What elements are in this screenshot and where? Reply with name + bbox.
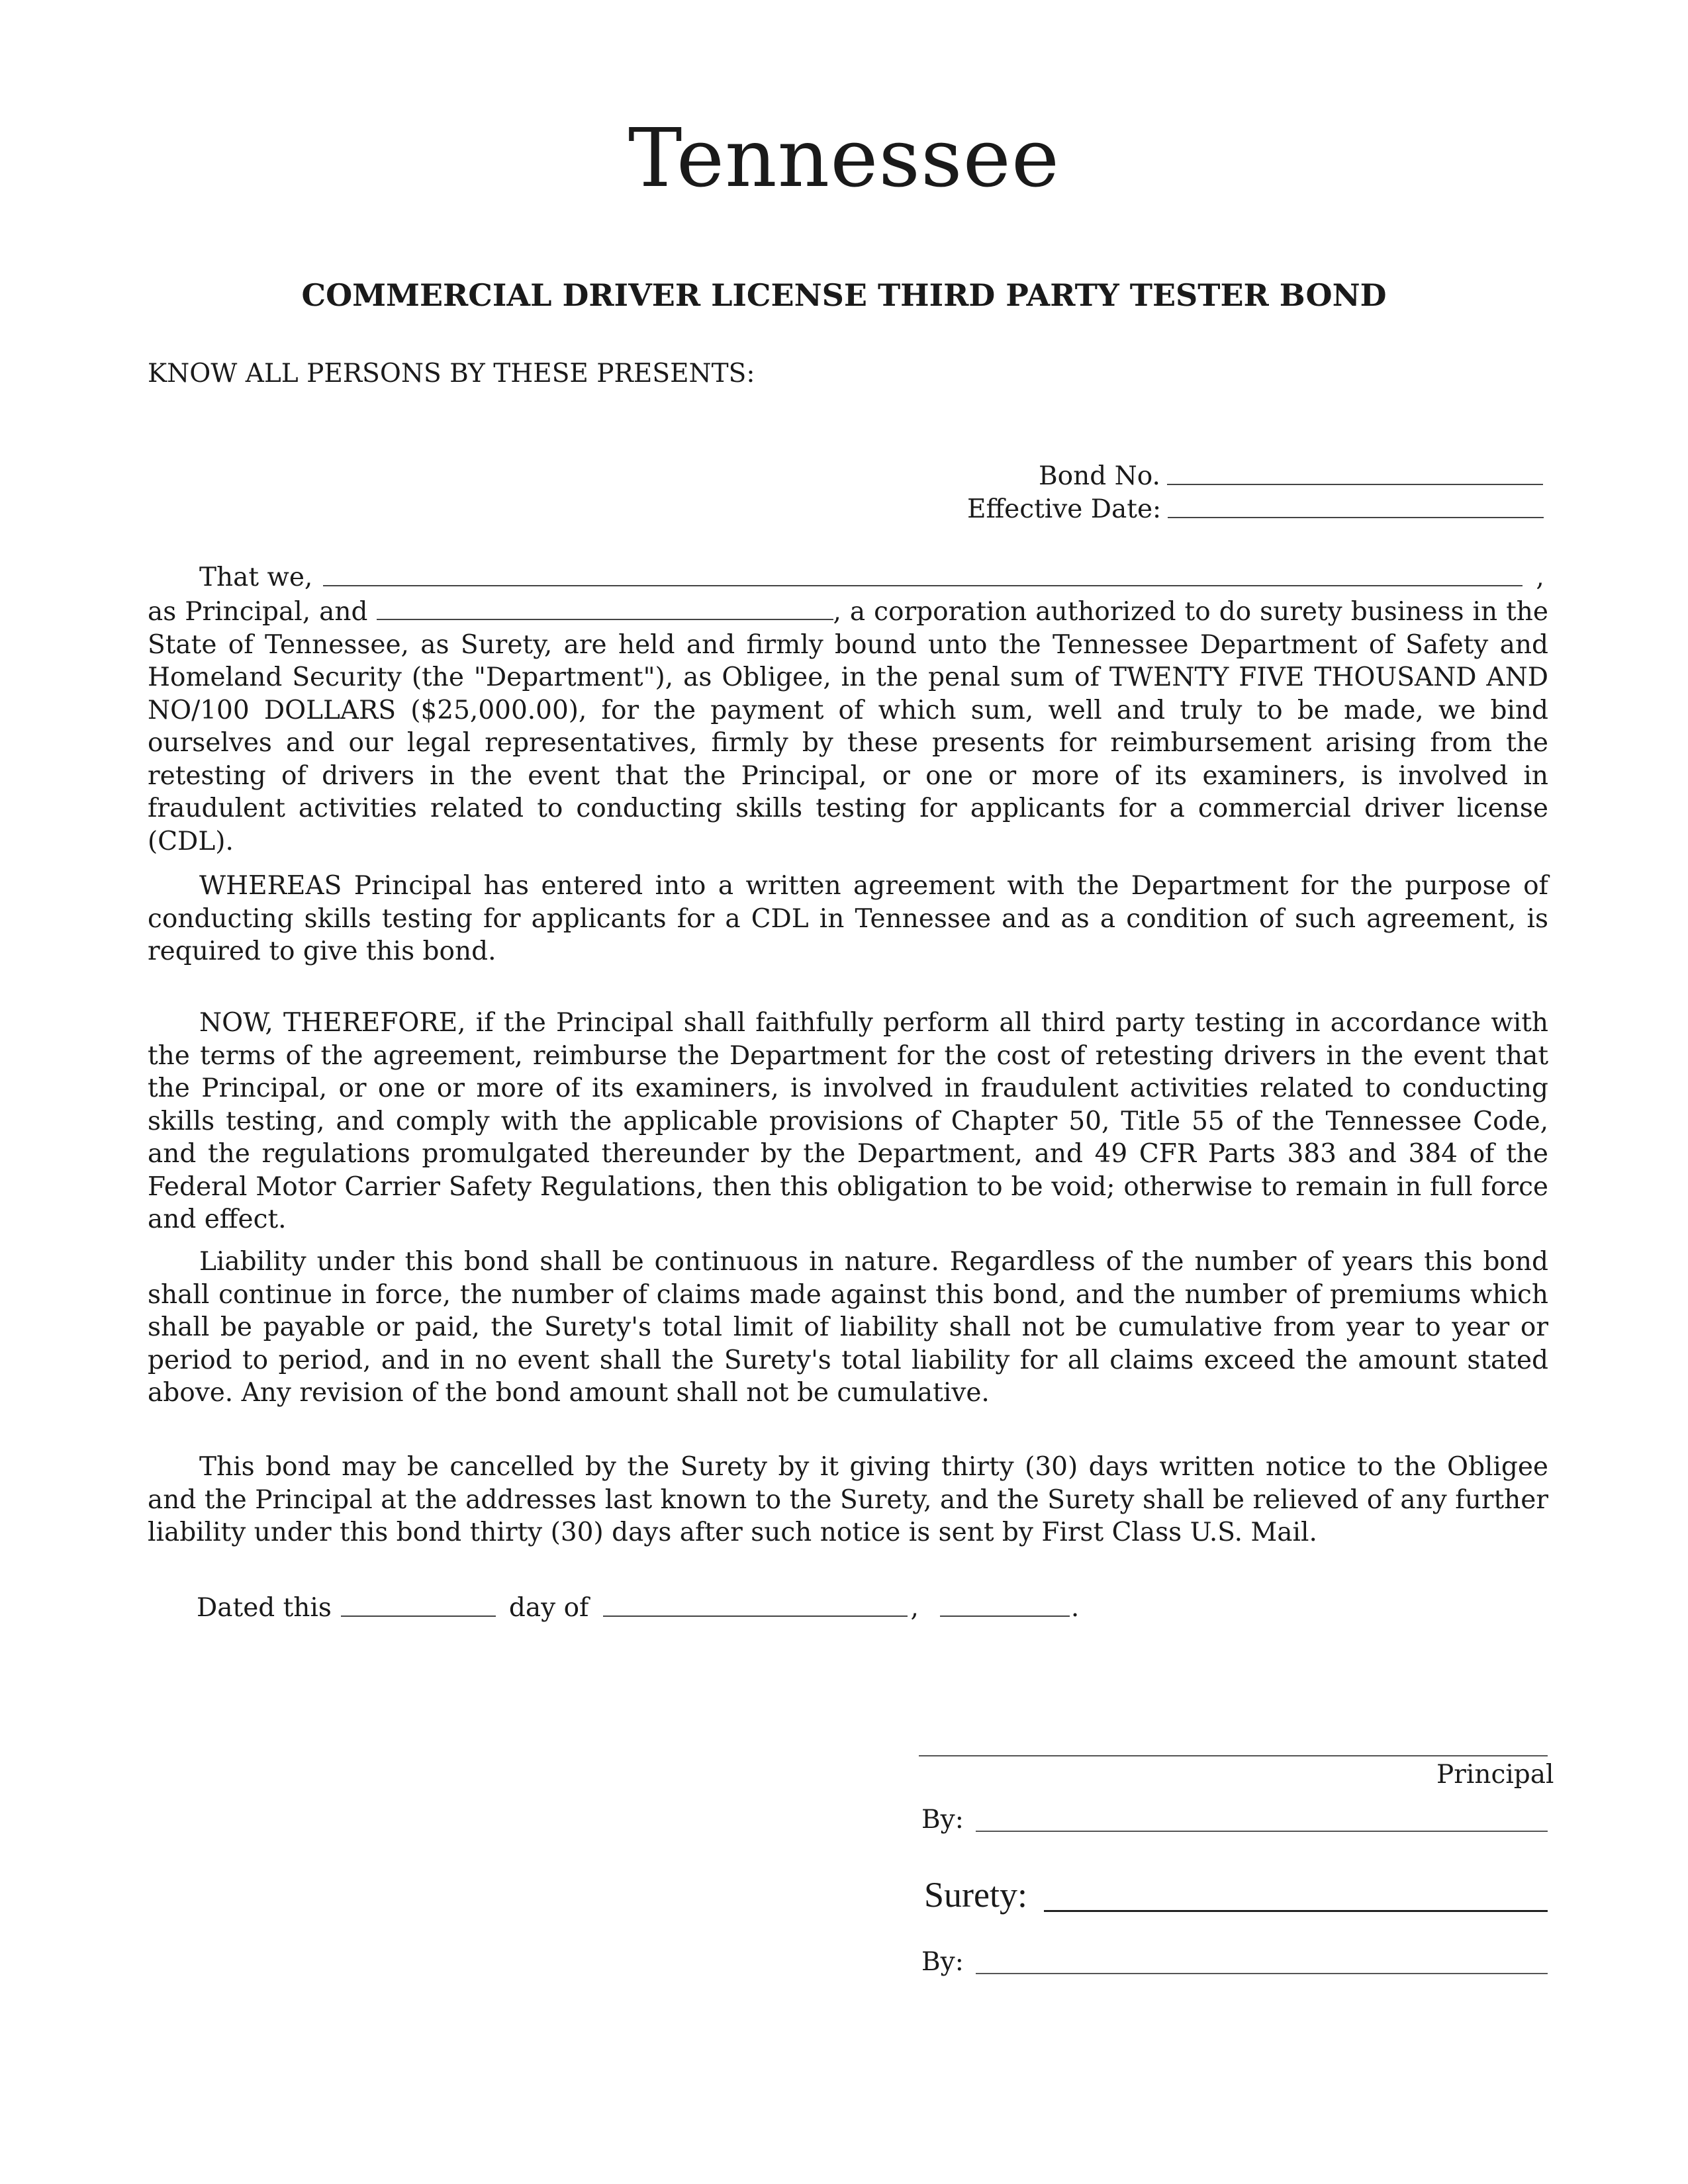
- state-title: Tennessee: [628, 111, 1060, 205]
- principal-signature-line[interactable]: [919, 1755, 1548, 1756]
- as-principal-label: as Principal, and: [148, 597, 368, 627]
- paragraph-cancellation: This bond may be cancelled by the Surety by it giving thirty (30) days written notice to the Obligee and the Principal at the addresses last known to the Surety, and the Surety shall be relieved of any further liability under this bond thirty (30) days after such notice is sent by First Class U.S. Mail.: [148, 1452, 1548, 1547]
- paragraph-obligation-text: , a corporation authorized to do surety business in the State of Tennessee, as Surety, are held and firmly bound unto the Tennessee Department of Safety and Homeland Security (the "Department"), as Obligee, in the penal sum of TWENTY FIVE THOUSAND AND NO/100 DOLLARS ($25,000.00), for the payment of which sum, well and truly to be made, we bind ourselves and our legal representatives, firmly by these presents for reimbursement arising from the retesting of drivers in the event that the Principal, or one or more of its examiners, is involved in fraudulent activities related to conducting skills testing for applicants for a commercial driver license (CDL).: [148, 597, 1548, 856]
- bond-no-field: [1039, 463, 1543, 489]
- surety-signature-line[interactable]: [1044, 1910, 1548, 1912]
- effective-date-field: [967, 496, 1544, 522]
- day-of-label: day of: [508, 1593, 589, 1623]
- paragraph-whereas: WHEREAS Principal has entered into a written agreement with the Department for the purpose of conducting skills testing for applicants for a CDL in Tennessee and as a condition of such agreement, is required to give this bond.: [148, 871, 1548, 966]
- principal-name-input[interactable]: [323, 584, 1523, 586]
- that-we-comma: ,: [1536, 563, 1544, 592]
- paragraph-now-therefore: NOW, THEREFORE, if the Principal shall faithfully perform all third party testing in accordance with the terms of the agreement, reimburse the Department for the cost of retesting drivers in the event that the Principal, or one or more of its examiners, is involved in fraudulent activities related to conducting skills testing, and comply with the applicable provisions of Chapter 50, Title 55 of the Tennessee Code, and the regulations promulgated thereunder by the Department, and 49 CFR Parts 383 and 384 of the Federal Motor Carrier Safety Regulations, then this obligation to be void; otherwise to remain in full force and effect.: [148, 1008, 1548, 1234]
- document-title: COMMERCIAL DRIVER LICENSE THIRD PARTY TESTER BOND: [301, 277, 1387, 313]
- bond-no-input[interactable]: [1167, 483, 1543, 485]
- paragraph-liability: Liability under this bond shall be continuous in nature. Regardless of the number of years this bond shall continue in force, the number of claims made against this bond, and the number of premiums which shall be payable or paid, the Surety's total limit of liability shall not be cumulative from year to year or period to period, and in no event shall the Surety's total liability for all claims exceed the amount stated above. Any revision of the bond amount shall not be cumulative.: [148, 1247, 1548, 1408]
- dated-month-input[interactable]: [603, 1615, 908, 1617]
- preamble: KNOW ALL PERSONS BY THESE PRESENTS:: [148, 359, 755, 388]
- dated-line: [197, 1595, 1079, 1621]
- dated-comma: ,: [910, 1593, 919, 1623]
- principal-by-signature-line[interactable]: [976, 1831, 1548, 1832]
- bond-no-label: Bond No.: [1039, 461, 1160, 491]
- dated-this-label: Dated this: [197, 1593, 332, 1623]
- principal-by-label: By:: [921, 1805, 964, 1835]
- surety-by-signature-line[interactable]: [976, 1973, 1548, 1974]
- dated-year-input[interactable]: [940, 1615, 1070, 1617]
- principal-label: Principal: [1436, 1760, 1554, 1790]
- paragraph-obligation: [148, 596, 1548, 858]
- surety-by-label: By:: [921, 1947, 964, 1977]
- dated-period: .: [1070, 1593, 1080, 1623]
- dated-day-input[interactable]: [341, 1615, 496, 1617]
- that-we-line: [199, 565, 1544, 590]
- that-we-label: That we,: [199, 563, 313, 592]
- surety-label: Surety:: [924, 1875, 1027, 1915]
- surety-name-input[interactable]: [377, 618, 833, 620]
- effective-date-label: Effective Date:: [967, 494, 1162, 524]
- effective-date-input[interactable]: [1168, 516, 1544, 518]
